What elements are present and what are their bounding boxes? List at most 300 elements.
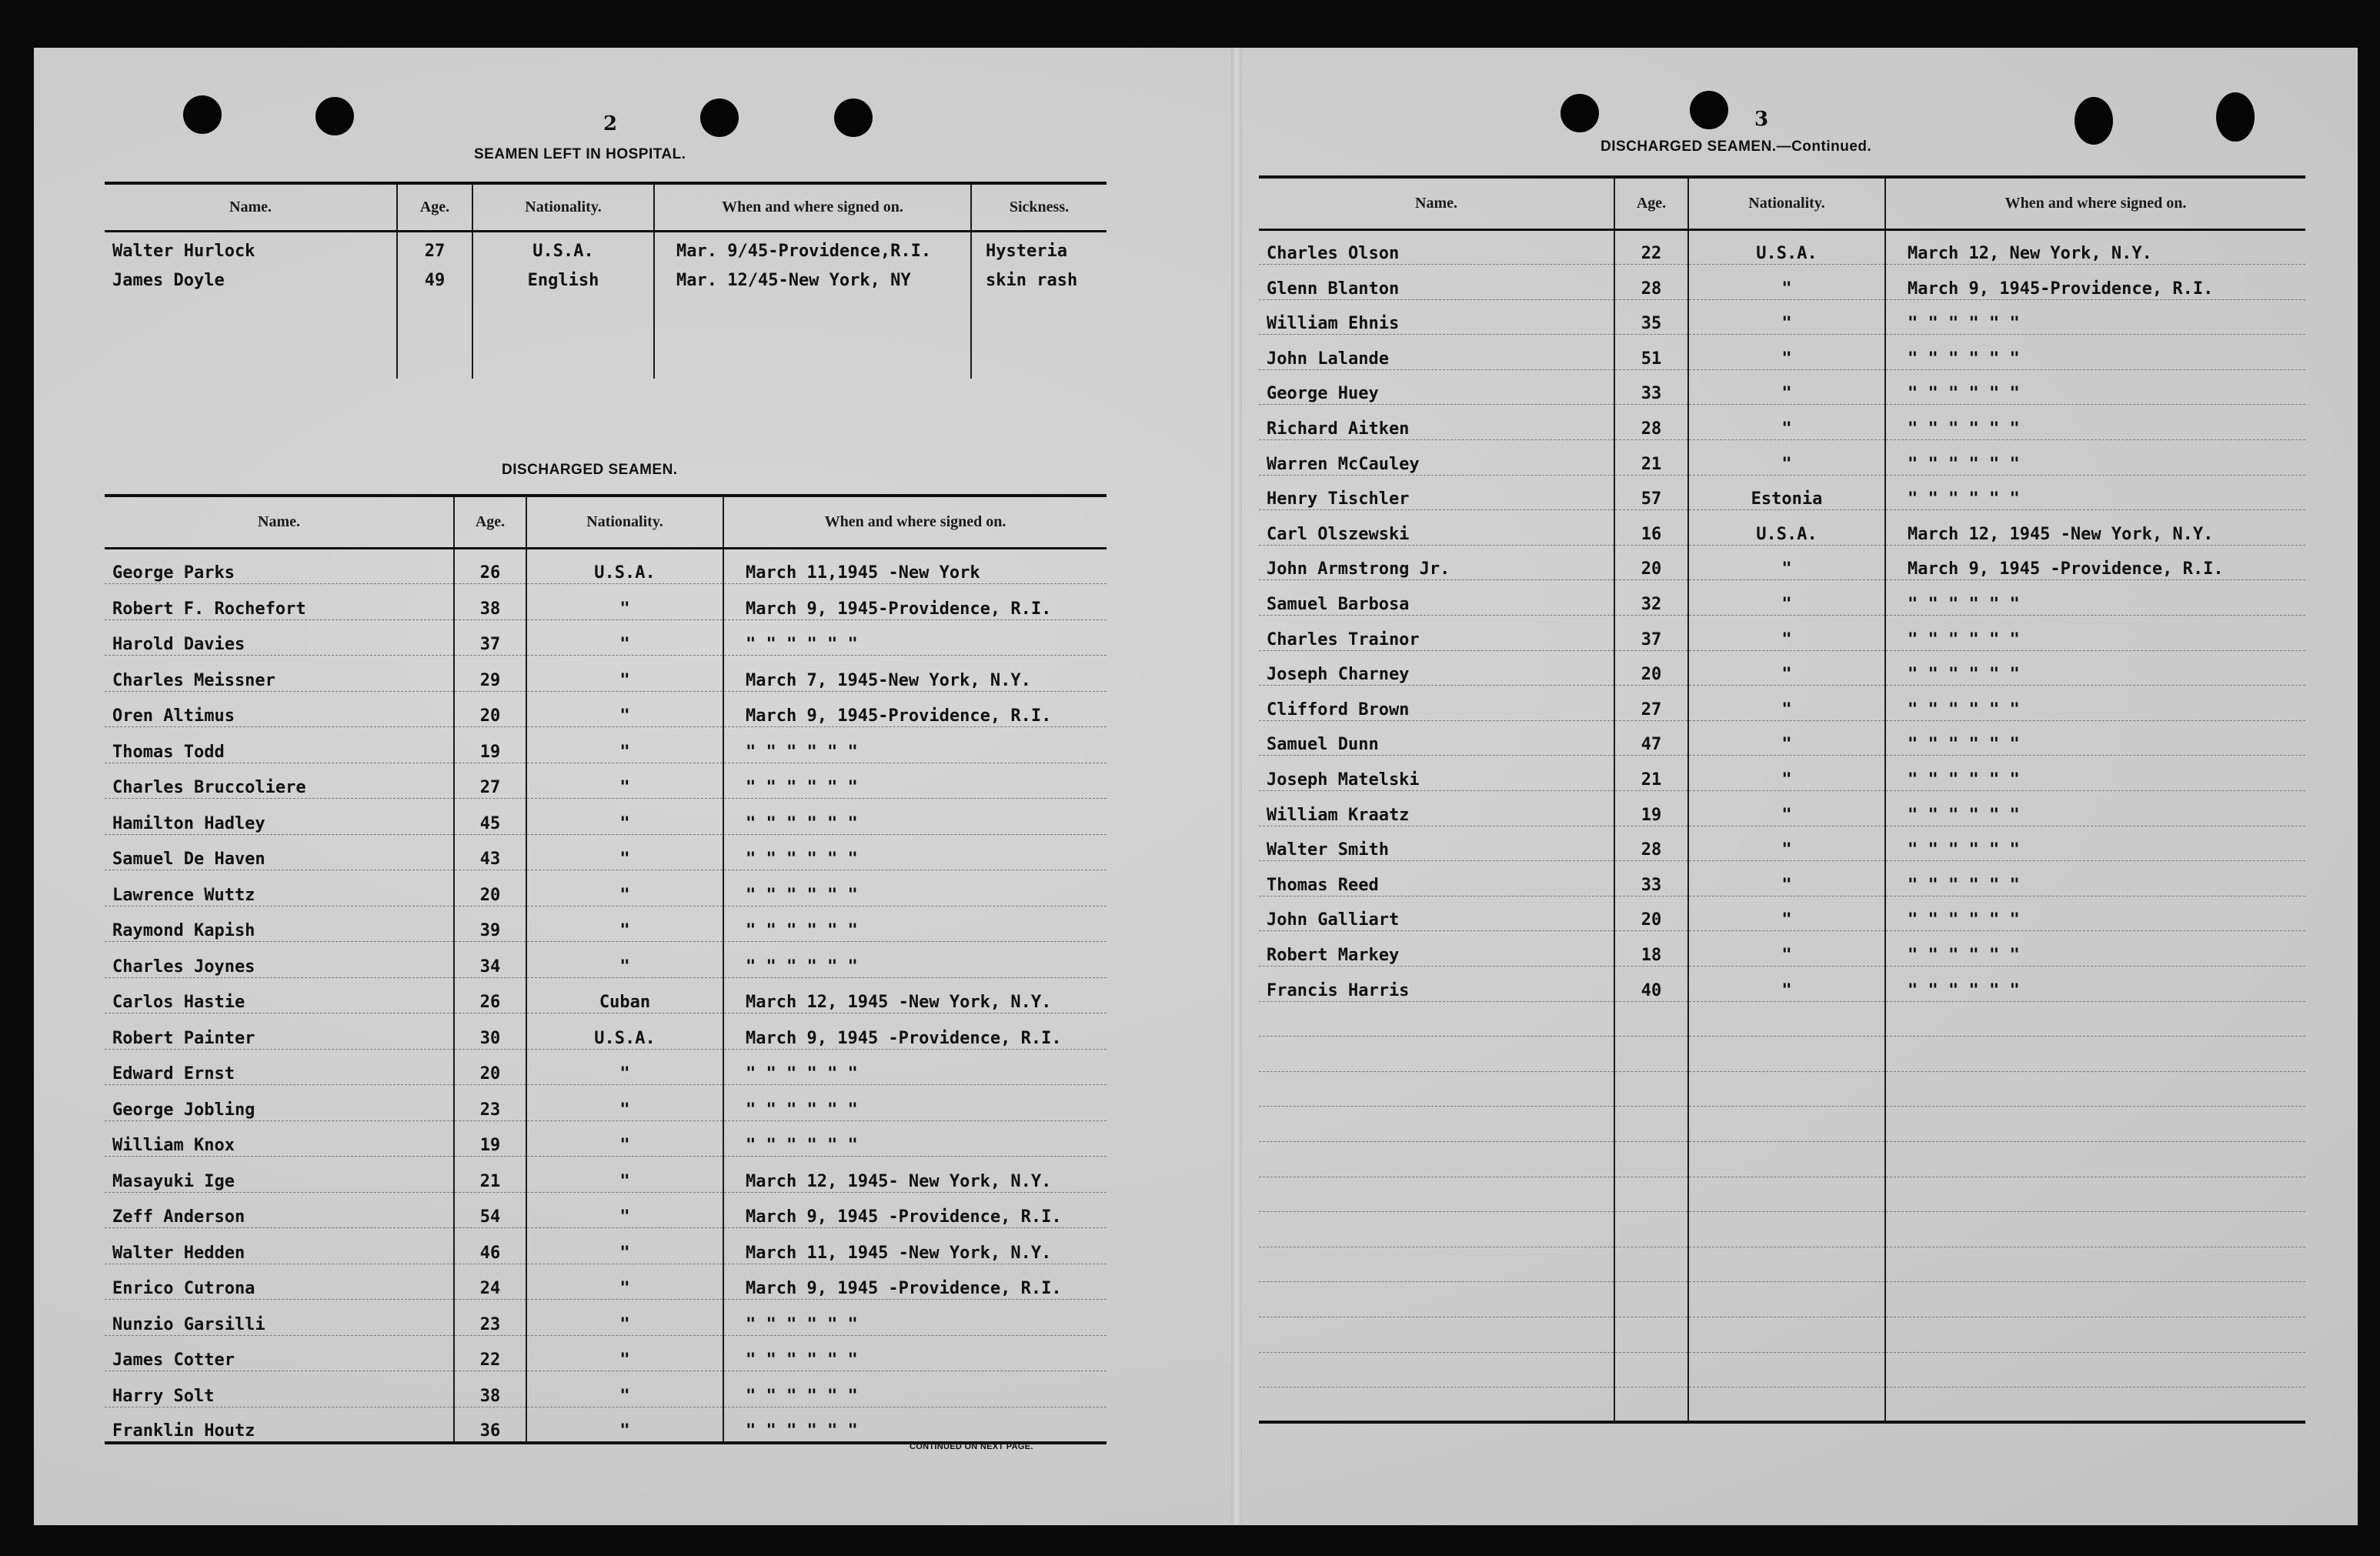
col-header-nationality: Nationality. [526,496,723,548]
seaman-signed-on: " " " " " " [723,942,1107,978]
seaman-nationality: " [1688,369,1885,405]
table-row [1259,756,2305,791]
table-row [1259,1071,2305,1107]
seaman-signed-on: " " " " " " [1885,616,2305,651]
seaman-nationality [1688,1317,1885,1352]
seaman-signed-on: March 12, 1945 -New York, N.Y. [1885,510,2305,546]
seaman-age: 40 [1614,966,1688,1001]
table-row [105,1013,1107,1050]
seaman-name: Clifford Brown [1259,686,1614,721]
seaman-signed-on: " " " " " " [723,1049,1107,1085]
seaman-nationality: " [1688,335,1885,370]
seaman-name: Harold Davies [105,619,454,656]
right-page-number: 3 [1754,108,1769,131]
seaman-age [1614,1212,1688,1247]
seaman-name: Warren McCauley [1259,440,1614,476]
seaman-nationality: " [1688,265,1885,300]
seaman-name: Nunzio Garsilli [105,1300,454,1336]
seaman-name: Joseph Charney [1259,650,1614,686]
table-row [1259,1177,2305,1212]
table-row [105,906,1107,942]
seaman-name: Oren Altimus [105,691,454,727]
seaman-name: James Cotter [105,1335,454,1371]
seaman-nationality: " [526,619,723,656]
seaman-signed-on [1885,1107,2305,1142]
seaman-name: Thomas Todd [105,727,454,763]
seaman-name: Carl Olszewski [1259,510,1614,546]
table-row [105,834,1107,870]
table-row [105,1085,1107,1121]
hospital-signed-on [654,356,971,379]
hospital-sickness [971,312,1107,334]
table-row [1259,369,2305,405]
seaman-nationality: " [1688,931,1885,967]
seaman-signed-on: " " " " " " [1885,650,2305,686]
seaman-nationality: " [526,942,723,978]
seaman-name: Raymond Kapish [105,906,454,942]
table-row [105,1264,1107,1300]
seaman-age: 51 [1614,335,1688,370]
seaman-age: 21 [454,1157,526,1193]
seaman-nationality: " [526,1300,723,1336]
seaman-nationality: " [526,799,723,835]
seaman-name: Samuel Dunn [1259,720,1614,756]
seaman-age: 19 [454,1120,526,1157]
seaman-age: 27 [1614,686,1688,721]
seaman-signed-on: " " " " " " [1885,720,2305,756]
col-header-name: Name. [1259,177,1614,229]
seaman-signed-on: " " " " " " [1885,966,2305,1001]
seaman-age [1614,1001,1688,1037]
table-row [1259,580,2305,616]
seaman-signed-on: " " " " " " [723,834,1107,870]
col-header-nationality: Nationality. [1688,177,1885,229]
seaman-name: Edward Ernst [105,1049,454,1085]
seaman-signed-on: " " " " " " [1885,440,2305,476]
seaman-nationality: " [1688,580,1885,616]
seaman-signed-on: " " " " " " [723,727,1107,763]
discharged-continued-heading: DISCHARGED SEAMEN.—Continued. [1601,139,1872,155]
table-row [105,1228,1107,1264]
seaman-signed-on: " " " " " " [1885,580,2305,616]
seaman-age [1614,1282,1688,1317]
seaman-age: 39 [454,906,526,942]
discharged-table [105,494,1107,1444]
seaman-signed-on: March 9, 1945 -Providence, R.I. [723,1264,1107,1300]
discharged-heading: DISCHARGED SEAMEN. [502,462,678,478]
seaman-nationality: " [526,763,723,799]
seaman-age [1614,1107,1688,1142]
seaman-signed-on: " " " " " " [1885,335,2305,370]
seaman-age: 37 [454,619,526,656]
seaman-name [1259,1212,1614,1247]
hospital-nationality [472,312,654,334]
seaman-age: 20 [454,870,526,907]
table-row [105,1049,1107,1085]
seaman-age: 16 [1614,510,1688,546]
seaman-signed-on: " " " " " " [723,870,1107,907]
hospital-sickness [971,291,1107,312]
seaman-nationality: " [1688,299,1885,335]
seaman-age: 22 [454,1335,526,1371]
seaman-age: 27 [454,763,526,799]
seaman-nationality: " [526,1371,723,1407]
seaman-nationality: " [526,834,723,870]
table-row [1259,826,2305,861]
seaman-age [1614,1387,1688,1423]
seaman-nationality: " [1688,791,1885,826]
seaman-nationality [1688,1247,1885,1282]
seaman-signed-on: March 12, 1945 -New York, N.Y. [723,977,1107,1013]
seaman-name: John Lalande [1259,335,1614,370]
seaman-name [1259,1037,1614,1072]
table-row [1259,335,2305,370]
seaman-name: Charles Olson [1259,229,1614,265]
seaman-age: 33 [1614,369,1688,405]
col-header-name: Name. [105,183,397,231]
seaman-signed-on: March 12, New York, N.Y. [1885,229,2305,265]
col-header-signed-on: When and where signed on. [1885,177,2305,229]
document-sheet [34,48,2358,1525]
hospital-sickness: Hysteria [971,231,1107,262]
seaman-name: Robert F. Rochefort [105,584,454,620]
seaman-nationality: " [526,906,723,942]
seaman-signed-on [1885,1037,2305,1072]
seaman-age: 34 [454,942,526,978]
seaman-name [1259,1387,1614,1423]
seaman-age: 21 [1614,756,1688,791]
seaman-signed-on: " " " " " " [1885,756,2305,791]
seaman-signed-on: " " " " " " [723,1371,1107,1407]
seaman-age: 26 [454,548,526,584]
seaman-nationality: " [1688,896,1885,931]
seaman-signed-on: March 7, 1945-New York, N.Y. [723,656,1107,692]
seaman-name: William Ehnis [1259,299,1614,335]
hospital-name [105,291,397,312]
table-row [1259,1317,2305,1352]
seaman-signed-on [1885,1282,2305,1317]
seaman-nationality: " [526,1407,723,1443]
seaman-nationality [1688,1037,1885,1072]
seaman-age: 22 [1614,229,1688,265]
table-row [1259,1141,2305,1177]
seaman-age [1614,1247,1688,1282]
seaman-signed-on: " " " " " " [723,1335,1107,1371]
col-header-age: Age. [454,496,526,548]
hospital-age [397,356,472,379]
continued-note: CONTINUED ON NEXT PAGE. [910,1442,1033,1451]
seaman-age: 19 [1614,791,1688,826]
hospital-age [397,291,472,312]
table-row [1259,1037,2305,1072]
seaman-name: Franklin Houtz [105,1407,454,1443]
hospital-name: James Doyle [112,270,225,290]
col-header-signed-on: When and where signed on. [654,183,971,231]
seaman-age: 45 [454,799,526,835]
seaman-name [1259,1141,1614,1177]
discharged-table-body [105,548,1107,1443]
table-row [105,619,1107,656]
seaman-age [1614,1037,1688,1072]
seaman-nationality [1688,1282,1885,1317]
table-row [1259,405,2305,440]
seaman-name: Samuel De Haven [105,834,454,870]
seaman-signed-on: March 9, 1945-Providence, R.I. [1885,265,2305,300]
seaman-signed-on: March 11,1945 -New York [723,548,1107,584]
hospital-name [105,312,397,334]
seaman-signed-on: " " " " " " [723,1120,1107,1157]
seaman-age: 38 [454,1371,526,1407]
seaman-signed-on [1885,1352,2305,1387]
table-row [1259,720,2305,756]
seaman-age: 18 [1614,931,1688,967]
seaman-age: 28 [1614,826,1688,861]
hospital-age: 49 [397,262,472,291]
table-row [1259,1247,2305,1282]
seaman-name: Zeff Anderson [105,1192,454,1228]
seaman-name [1259,1247,1614,1282]
seaman-age: 36 [454,1407,526,1443]
seaman-nationality [1688,1212,1885,1247]
hospital-sickness [971,334,1107,356]
punch-hole [1561,94,1599,132]
seaman-age: 20 [454,1049,526,1085]
table-row [105,870,1107,907]
col-header-age: Age. [397,183,472,231]
seaman-signed-on [1885,1141,2305,1177]
left-page-number: 2 [603,112,618,135]
seaman-nationality: " [526,1049,723,1085]
seaman-age: 28 [1614,265,1688,300]
table-row [1259,791,2305,826]
seaman-signed-on [1885,1317,2305,1352]
table-row [105,691,1107,727]
seaman-age: 35 [1614,299,1688,335]
seaman-nationality: " [1688,650,1885,686]
seaman-nationality [1688,1107,1885,1142]
table-row [105,1335,1107,1371]
seaman-name: Charles Bruccoliere [105,763,454,799]
table-row [1259,616,2305,651]
punch-hole [834,99,873,137]
seaman-signed-on: March 12, 1945- New York, N.Y. [723,1157,1107,1193]
table-row [1259,1282,2305,1317]
seaman-nationality: " [1688,440,1885,476]
hospital-signed-on [654,334,971,356]
table-row [105,1407,1107,1443]
seaman-signed-on [1885,1071,2305,1107]
seaman-name: Henry Tischler [1259,475,1614,510]
seaman-signed-on: " " " " " " [723,906,1107,942]
seaman-nationality: " [526,691,723,727]
seaman-nationality: " [1688,756,1885,791]
table-row [105,799,1107,835]
seaman-nationality [1688,1177,1885,1212]
seaman-signed-on: " " " " " " [723,1407,1107,1443]
seaman-nationality: " [526,1192,723,1228]
seaman-signed-on: " " " " " " [1885,931,2305,967]
seaman-nationality: U.S.A. [526,548,723,584]
table-row [1259,896,2305,931]
seaman-nationality [1688,1001,1885,1037]
seaman-signed-on [1885,1212,2305,1247]
seaman-age: 29 [454,656,526,692]
seaman-age: 43 [454,834,526,870]
seaman-age: 33 [1614,861,1688,897]
table-row [1259,440,2305,476]
table-row [105,1371,1107,1407]
seaman-signed-on: " " " " " " [723,1085,1107,1121]
seaman-nationality [1688,1387,1885,1423]
seaman-signed-on: " " " " " " [1885,861,2305,897]
seaman-nationality: Estonia [1688,475,1885,510]
hospital-age [397,312,472,334]
punch-hole [183,95,222,134]
seaman-nationality: " [526,727,723,763]
seaman-age: 32 [1614,580,1688,616]
hospital-name [105,356,397,379]
col-header-sickness: Sickness. [971,183,1107,231]
col-header-signed-on: When and where signed on. [723,496,1107,548]
seaman-age [1614,1352,1688,1387]
hospital-name: Walter Hurlock [112,241,255,261]
table-row [1259,1001,2305,1037]
hospital-nationality: U.S.A. [472,231,654,262]
seaman-nationality: " [1688,966,1885,1001]
discharged-continued-table [1259,175,2305,1424]
seaman-name: Charles Joynes [105,942,454,978]
table-row [1259,1107,2305,1142]
hospital-age [397,334,472,356]
table-row [1259,1352,2305,1387]
seaman-name: Carlos Hastie [105,977,454,1013]
table-row [1259,650,2305,686]
seaman-name: Walter Hedden [105,1228,454,1264]
page-fold [1231,48,1242,1525]
seaman-age: 37 [1614,616,1688,651]
seaman-nationality [1688,1352,1885,1387]
table-row [105,942,1107,978]
seaman-name: George Jobling [105,1085,454,1121]
seaman-nationality: " [526,1120,723,1157]
seaman-nationality: " [526,1264,723,1300]
table-row [1259,475,2305,510]
seaman-age: 28 [1614,405,1688,440]
table-row [105,1120,1107,1157]
seaman-age: 46 [454,1228,526,1264]
hospital-signed-on: Mar. 12/45-New York, NY [654,262,971,291]
seaman-age: 24 [454,1264,526,1300]
hospital-signed-on [654,291,971,312]
seaman-signed-on: March 9, 1945 -Providence, R.I. [723,1192,1107,1228]
seaman-signed-on [1885,1387,2305,1423]
seaman-signed-on: March 9, 1945 -Providence, R.I. [723,1013,1107,1050]
seaman-signed-on: March 9, 1945-Providence, R.I. [723,584,1107,620]
seaman-name: William Kraatz [1259,791,1614,826]
seaman-signed-on: " " " " " " [1885,405,2305,440]
seaman-signed-on: " " " " " " [1885,826,2305,861]
seaman-name: Walter Smith [1259,826,1614,861]
seaman-name: John Galliart [1259,896,1614,931]
seaman-name [1259,1001,1614,1037]
seaman-name: Robert Markey [1259,931,1614,967]
hospital-name [105,334,397,356]
seaman-signed-on: " " " " " " [1885,791,2305,826]
seaman-nationality: " [1688,720,1885,756]
table-row [1259,686,2305,721]
seaman-age: 19 [454,727,526,763]
seaman-name: Lawrence Wuttz [105,870,454,907]
seaman-name: Enrico Cutrona [105,1264,454,1300]
seaman-age [1614,1177,1688,1212]
seaman-age [1614,1141,1688,1177]
hospital-nationality: English [472,262,654,291]
hospital-nationality [472,334,654,356]
seaman-signed-on [1885,1177,2305,1212]
seaman-nationality: " [526,870,723,907]
seaman-name: Robert Painter [105,1013,454,1050]
seaman-age: 20 [1614,545,1688,580]
seaman-signed-on: " " " " " " [1885,686,2305,721]
seaman-name: Francis Harris [1259,966,1614,1001]
seaman-signed-on: " " " " " " [1885,369,2305,405]
hospital-signed-on [654,312,971,334]
hospital-age: 27 [397,231,472,262]
table-row [105,1157,1107,1193]
hospital-sickness [971,356,1107,379]
hospital-nationality [472,291,654,312]
seaman-signed-on [1885,1001,2305,1037]
seaman-nationality: " [1688,826,1885,861]
seaman-signed-on: " " " " " " [723,763,1107,799]
seaman-signed-on [1885,1247,2305,1282]
table-row [1259,966,2305,1001]
seaman-name: Charles Trainor [1259,616,1614,651]
seaman-nationality [1688,1071,1885,1107]
seaman-age: 30 [454,1013,526,1050]
table-row [1259,229,2305,265]
seaman-name: Thomas Reed [1259,861,1614,897]
seaman-signed-on: " " " " " " [1885,475,2305,510]
table-row [105,1300,1107,1336]
punch-hole [1690,91,1728,129]
table-row [105,584,1107,620]
hospital-heading: SEAMEN LEFT IN HOSPITAL. [474,146,686,162]
seaman-name: Masayuki Ige [105,1157,454,1193]
seaman-name [1259,1317,1614,1352]
seaman-name: Hamilton Hadley [105,799,454,835]
table-row [1259,931,2305,967]
seaman-age: 21 [1614,440,1688,476]
seaman-nationality: " [1688,545,1885,580]
seaman-age: 20 [1614,896,1688,931]
punch-hole [2075,97,2113,145]
seaman-nationality: U.S.A. [1688,229,1885,265]
seaman-name: George Parks [105,548,454,584]
seaman-name [1259,1071,1614,1107]
table-row [105,548,1107,584]
seaman-signed-on: March 11, 1945 -New York, N.Y. [723,1228,1107,1264]
seaman-age [1614,1317,1688,1352]
seaman-age: 38 [454,584,526,620]
seaman-nationality: " [526,1228,723,1264]
seaman-signed-on: March 9, 1945 -Providence, R.I. [1885,545,2305,580]
table-row [1259,299,2305,335]
seaman-name: Samuel Barbosa [1259,580,1614,616]
seaman-signed-on: " " " " " " [723,619,1107,656]
punch-hole [700,99,739,137]
table-row [1259,1387,2305,1423]
